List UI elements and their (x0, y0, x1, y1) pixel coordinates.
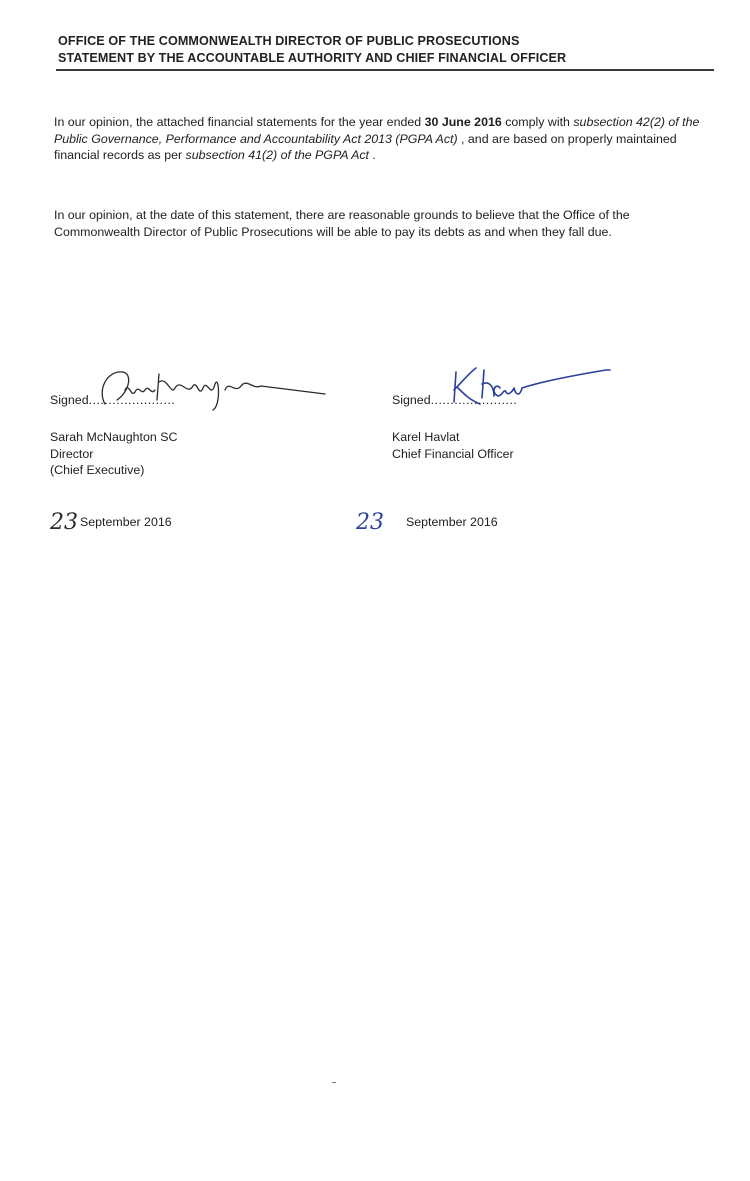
signature-dots: ...................... (430, 393, 518, 407)
signatory-name: Karel Havlat (392, 430, 460, 444)
page-mark (332, 1082, 336, 1083)
signatory-name: Sarah McNaughton SC (50, 430, 178, 444)
printed-month-year: September 2016 (80, 515, 172, 529)
signatory-role: Director (50, 446, 94, 461)
signatory-role-detail: (Chief Executive) (50, 463, 145, 478)
paragraph1-part3: , and are based on properly maintained financial records as per (54, 131, 677, 163)
signing-date (356, 510, 498, 535)
document-heading (58, 33, 712, 67)
signed-label: Signed (392, 393, 431, 407)
heading-line-1: OFFICE OF THE COMMONWEALTH DIRECTOR OF PUBLIC PROSECUTIONS (58, 34, 520, 48)
signatory-director (50, 360, 310, 540)
paragraph1-date: 30 June 2016 (424, 115, 502, 129)
paragraph1-part4: . (368, 148, 376, 163)
paragraph-solvency: In our opinion, at the date of this statement, there are reasonable grounds to believe that the Office of the Commonwealth Director of Public Prosecutions will be able to pay its debts as and when they fall due. (54, 208, 630, 239)
signing-date (50, 510, 172, 535)
heading-rule (56, 69, 714, 71)
paragraph1-reference-2: subsection 41(2) of the PGPA Act (185, 148, 369, 163)
handwritten-day: 23 (356, 510, 384, 535)
handwritten-day: 23 (50, 510, 78, 535)
signatory-cfo (356, 360, 632, 540)
signatory-role: Chief Financial Officer (392, 446, 514, 461)
paragraph1-part2: comply with (501, 115, 574, 129)
paragraph-compliance (54, 114, 704, 164)
signed-label: Signed (50, 393, 89, 407)
signature-dots: ...................... (88, 393, 176, 407)
paragraph1-part1: In our opinion, the attached financial statements for the year ended (54, 115, 425, 129)
heading-line-2: STATEMENT BY THE ACCOUNTABLE AUTHORITY AND CHIEF FINANCIAL OFFICER (58, 51, 567, 65)
printed-month-year: September 2016 (406, 515, 498, 529)
paragraph1-reference-1: subsection 42(2) of the Public Governance, Performance and Accountability Act 2013 (PGPA Act) (54, 115, 700, 146)
